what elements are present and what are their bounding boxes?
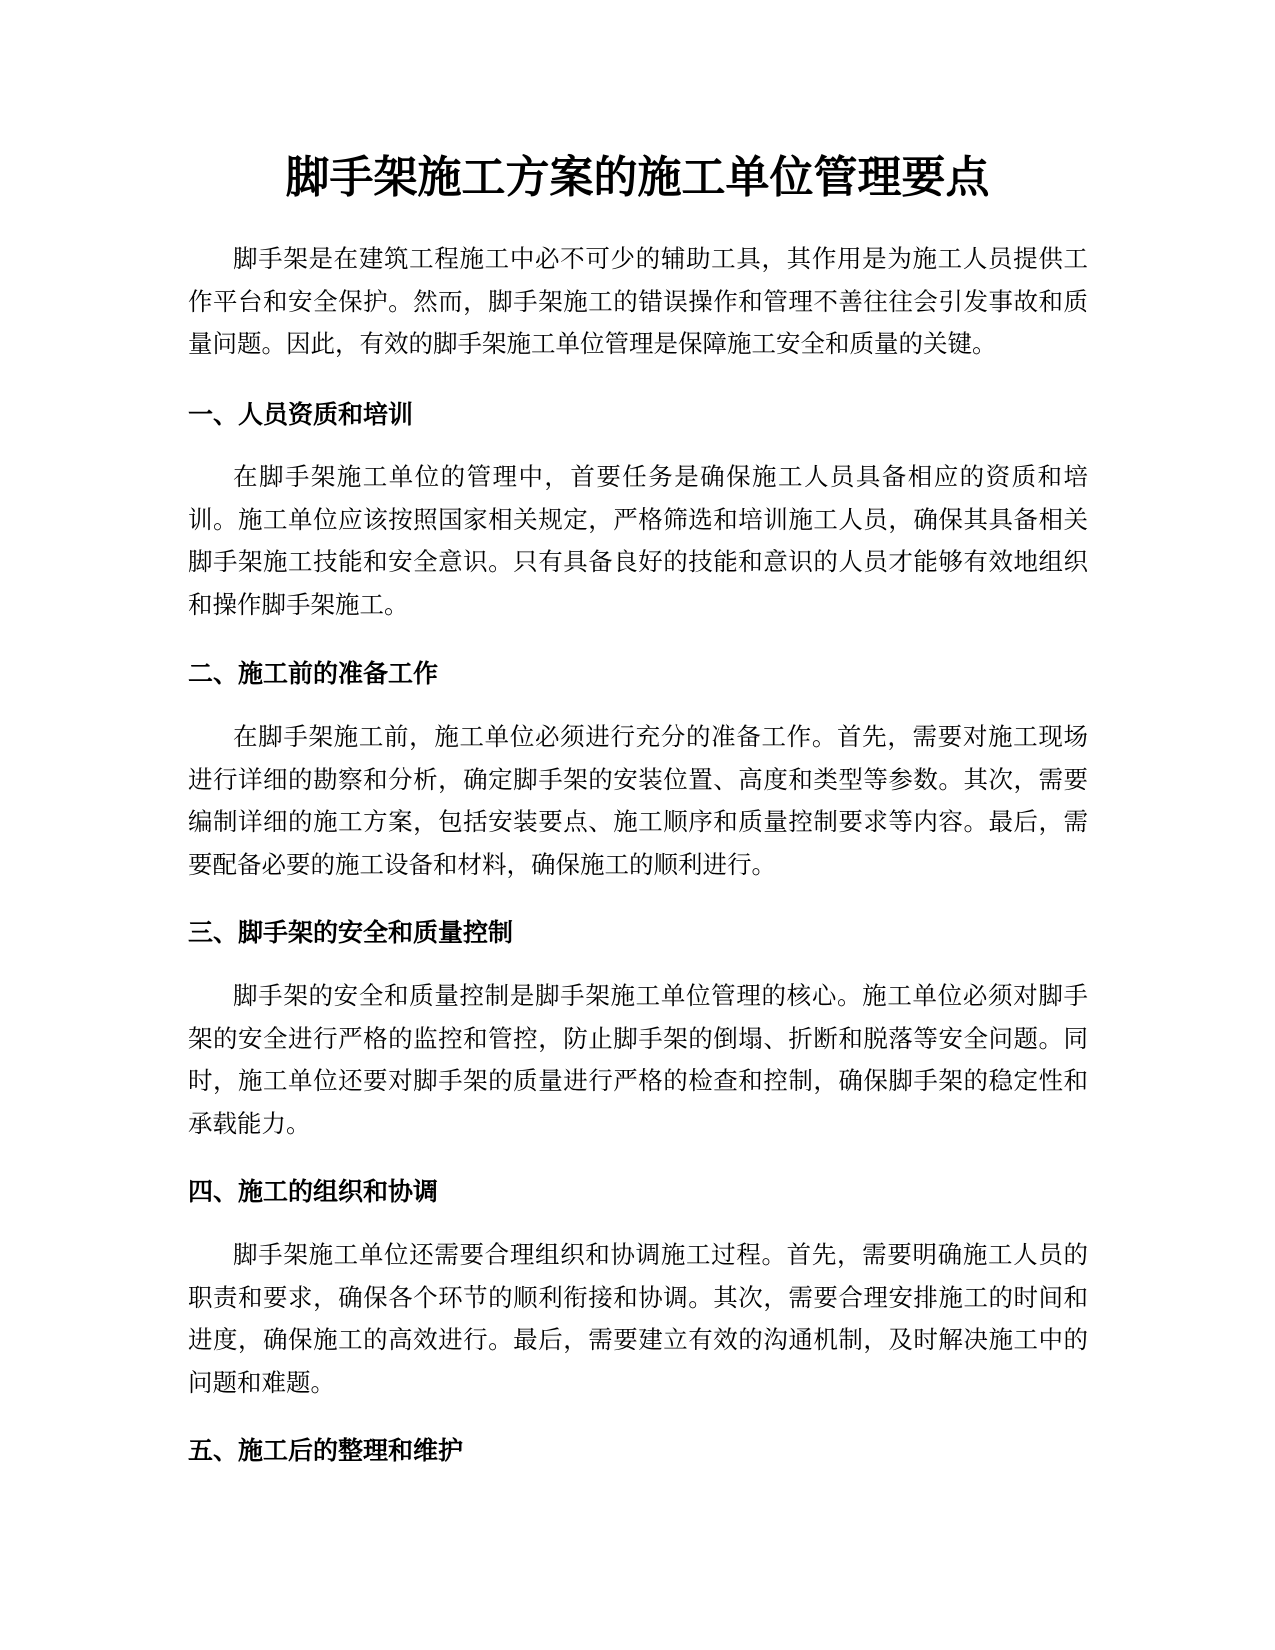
section-heading-safety-quality: 三、脚手架的安全和质量控制 <box>188 918 514 947</box>
section-heading-preparation: 二、施工前的准备工作 <box>188 659 439 688</box>
section-body-personnel: 在脚手架施工单位的管理中，首要任务是确保施工人员具备相应的资质和培训。施工单位应该按照国家相关规定，严格筛选和培训施工人员，确保其具备相关脚手架施工技能和安全意识。只有具备良好的技能和意识的人员才能够有效地组织和操作脚手架施工。 <box>188 462 1088 619</box>
section-body-preparation: 在脚手架施工前，施工单位必须进行充分的准备工作。首先，需要对施工现场进行详细的勘察和分析，确定脚手架的安装位置、高度和类型等参数。其次，需要编制详细的施工方案，包括安装要点、施工顺序和质量控制要求等内容。最后，需要配备必要的施工设备和材料，确保施工的顺利进行。 <box>188 722 1088 879</box>
section-heading-personnel: 一、人员资质和培训 <box>188 400 414 429</box>
section-heading-organization: 四、施工的组织和协调 <box>188 1177 439 1206</box>
section-heading-maintenance: 五、施工后的整理和维护 <box>188 1436 464 1465</box>
document-title: 脚手架施工方案的施工单位管理要点 <box>285 152 990 203</box>
section-body-safety-quality: 脚手架的安全和质量控制是脚手架施工单位管理的核心。施工单位必须对脚手架的安全进行严格的监控和管控，防止脚手架的倒塌、折断和脱落等安全问题。同时，施工单位还要对脚手架的质量进行严格的检查和控制，确保脚手架的稳定性和承载能力。 <box>188 981 1088 1138</box>
section-body-organization: 脚手架施工单位还需要合理组织和协调施工过程。首先，需要明确施工人员的职责和要求，确保各个环节的顺利衔接和协调。其次，需要合理安排施工的时间和进度，确保施工的高效进行。最后，需要建立有效的沟通机制，及时解决施工中的问题和难题。 <box>188 1240 1088 1397</box>
intro-paragraph: 脚手架是在建筑工程施工中必不可少的辅助工具，其作用是为施工人员提供工作平台和安全保护。然而，脚手架施工的错误操作和管理不善往往会引发事故和质量问题。因此，有效的脚手架施工单位管理是保障施工安全和质量的关键。 <box>188 244 1088 358</box>
